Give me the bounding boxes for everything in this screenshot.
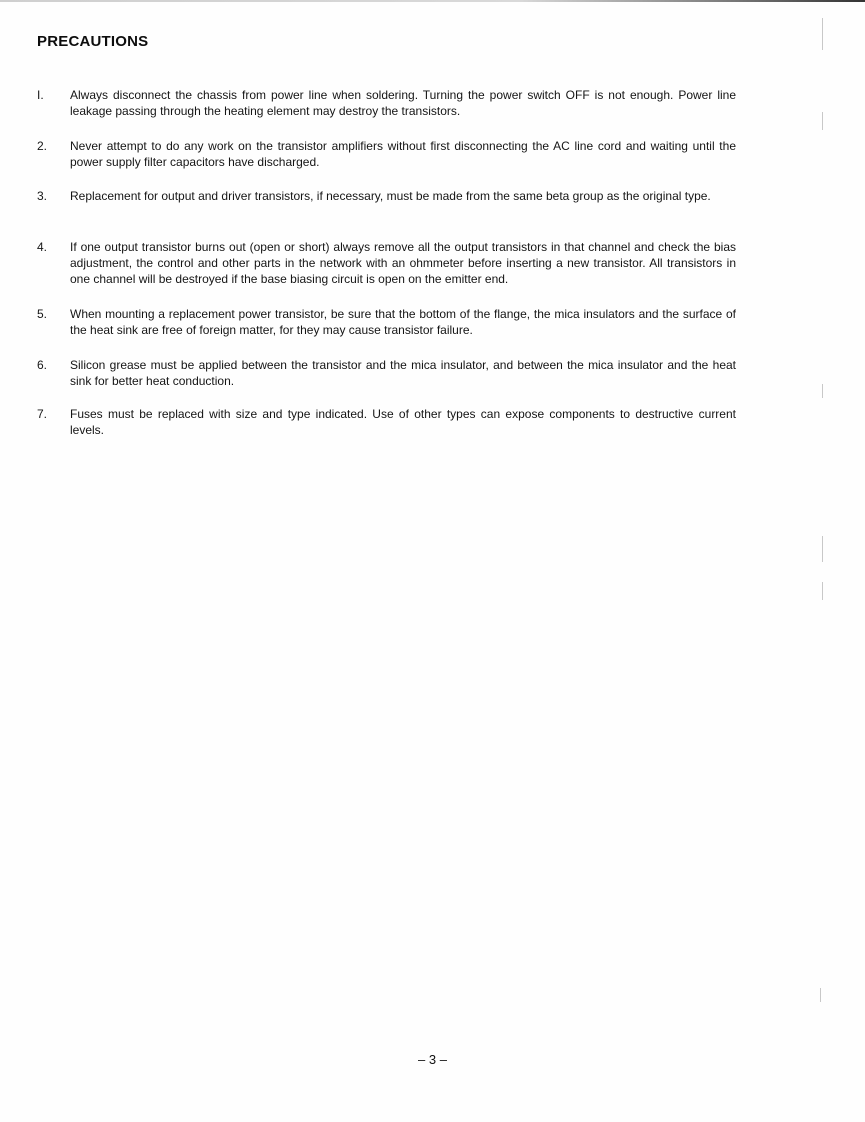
item-number: 7. xyxy=(37,407,48,421)
top-rule xyxy=(0,0,865,2)
item-number: 6. xyxy=(37,358,48,372)
item-text: Replacement for output and driver transistors, if necessary, must be made from the same beta group as the original type. xyxy=(70,189,711,203)
page-title: PRECAUTIONS xyxy=(37,33,149,50)
scan-mark xyxy=(822,536,823,562)
item-text: Never attempt to do any work on the transistor amplifiers without first disconnecting the AC line cord and waiting until the power supply filter capacitors have discharged. xyxy=(70,139,736,169)
item-text: If one output transistor burns out (open or short) always remove all the output transistors in that channel and check the bias adjustment, the control and other parts in the network with an ohmmeter before inserting a new transistor. All transistors in one channel will be destroyed if the base biasing circuit is open on the emitter end. xyxy=(70,240,736,286)
item-number: 4. xyxy=(37,240,48,254)
scan-mark xyxy=(822,112,823,130)
scan-mark xyxy=(820,988,821,1002)
item-text: Fuses must be replaced with size and type indicated. Use of other types can expose components to destructive current levels. xyxy=(70,407,736,437)
item-text: Always disconnect the chassis from power line when soldering. Turning the power switch OFF is not enough. Power line leakage passing through the heating element may destroy the transistors. xyxy=(70,88,736,118)
item-number: I. xyxy=(37,88,44,102)
scan-mark xyxy=(822,384,823,398)
item-text: When mounting a replacement power transistor, be sure that the bottom of the flange, the mica insulators and the surface of the heat sink are free of foreign matter, for they may cause transistor failure. xyxy=(70,307,736,337)
page-number: – 3 – xyxy=(418,1052,447,1067)
scan-mark xyxy=(822,582,823,600)
item-text: Silicon grease must be applied between the transistor and the mica insulator, and between the mica insulator and the heat sink for better heat conduction. xyxy=(70,358,736,388)
scan-mark xyxy=(822,18,823,50)
item-number: 3. xyxy=(37,189,48,203)
item-number: 5. xyxy=(37,307,48,321)
item-number: 2. xyxy=(37,139,48,153)
